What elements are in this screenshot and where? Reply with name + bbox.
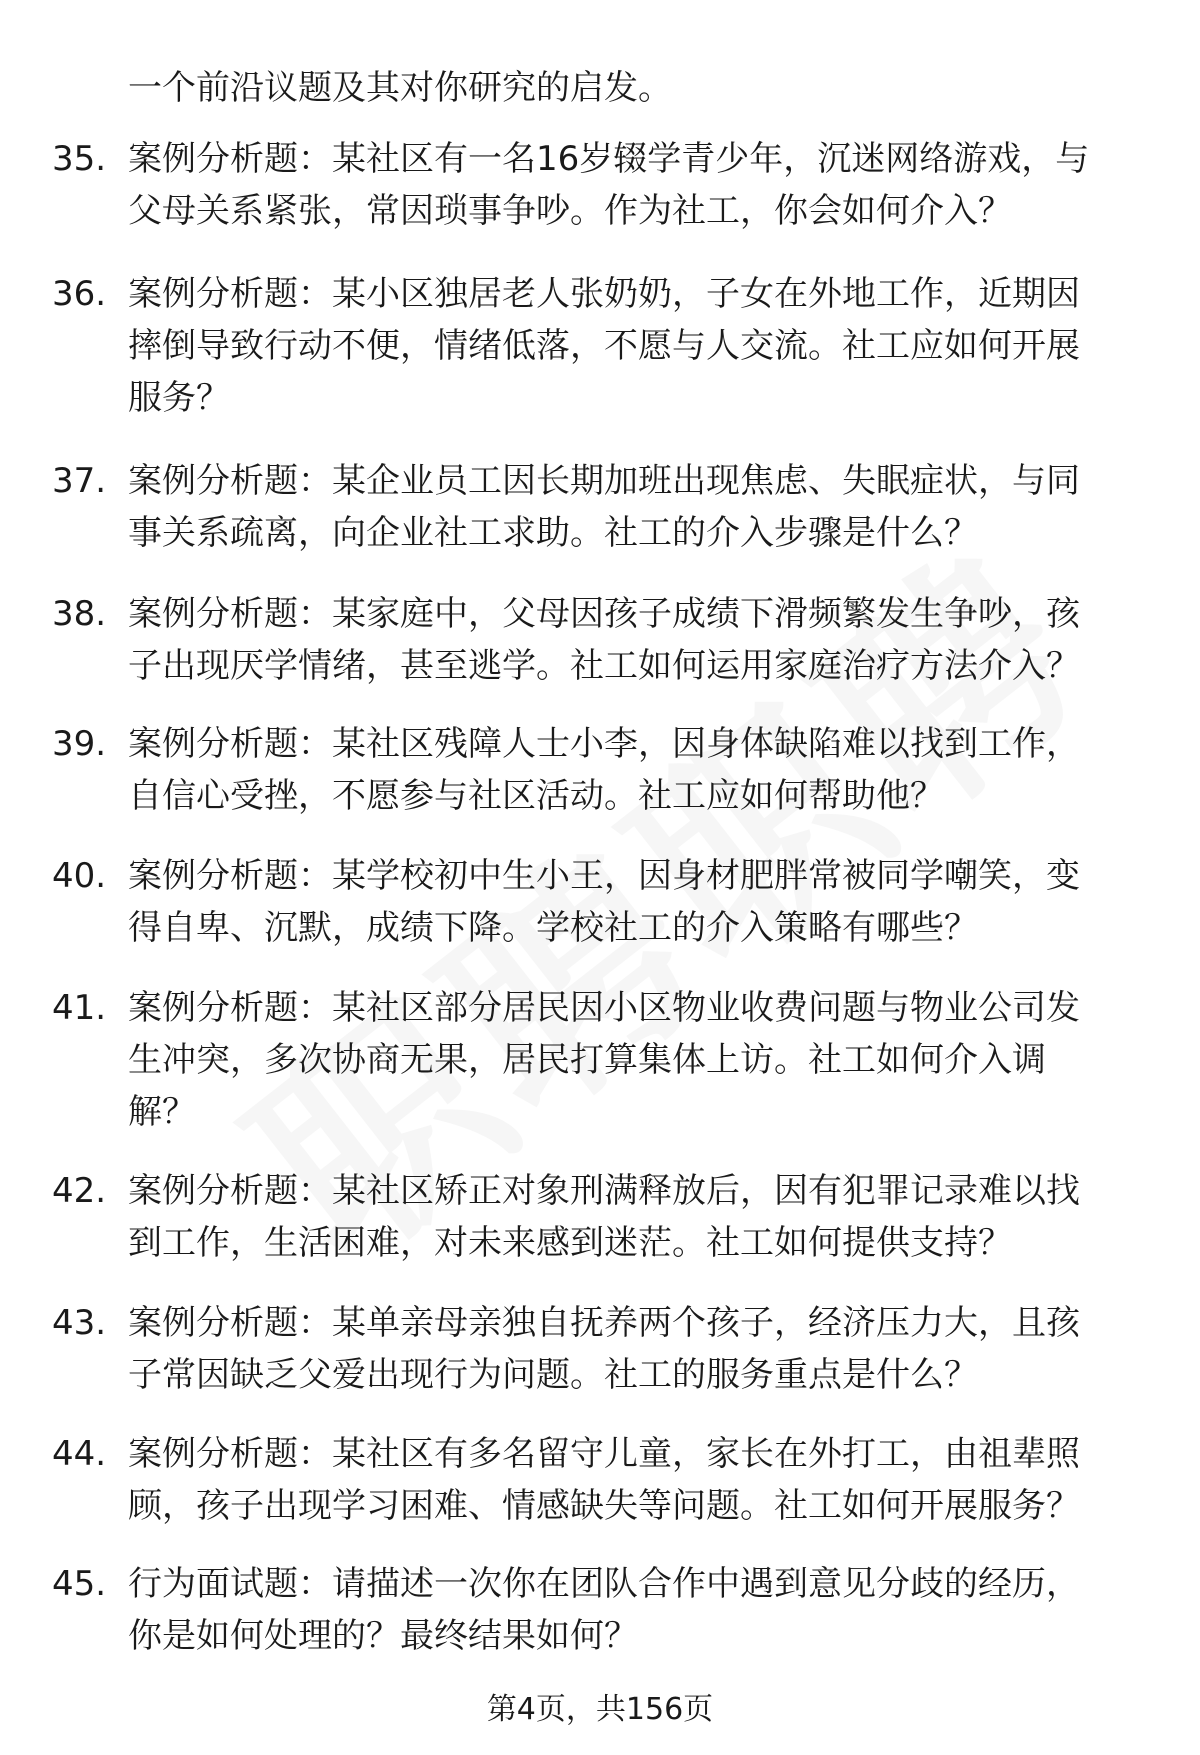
question-text — [128, 588, 1158, 692]
question-line: 案例分析题：某小区独居老人张奶奶，子女在外地工作，近期因 — [128, 274, 1080, 314]
continuation-line: 一个前沿议题及其对你研究的启发。 — [128, 68, 672, 108]
question-line: 案例分析题：某社区残障人士小李，因身体缺陷难以找到工作， — [128, 724, 1080, 764]
question-line: 自信心受挫，不愿参与社区活动。社工应如何帮助他？ — [128, 776, 944, 816]
question-number: 38. — [52, 594, 107, 634]
question-line: 解？ — [128, 1092, 196, 1132]
question-line: 案例分析题：某社区有一名16岁辍学青少年，沉迷网络游戏，与 — [128, 139, 1090, 179]
question-text — [128, 850, 1158, 954]
question-text — [128, 1165, 1158, 1269]
question-line: 案例分析题：某家庭中，父母因孩子成绩下滑频繁发生争吵，孩 — [128, 594, 1080, 634]
question-number: 35. — [52, 139, 107, 179]
question-number: 36. — [52, 274, 107, 314]
question-number: 37. — [52, 461, 107, 501]
question-line: 父母关系紧张，常因琐事争吵。作为社工，你会如何介入？ — [128, 191, 1012, 231]
question-text — [128, 133, 1158, 237]
question-line: 到工作，生活困难，对未来感到迷茫。社工如何提供支持？ — [128, 1223, 1012, 1263]
question-number: 39. — [52, 724, 107, 764]
question-line: 事关系疏离，向企业社工求助。社工的介入步骤是什么？ — [128, 513, 978, 553]
question-text — [128, 268, 1158, 424]
question-text — [128, 982, 1158, 1138]
question-line: 服务？ — [128, 378, 230, 418]
question-line: 你是如何处理的？最终结果如何？ — [128, 1616, 638, 1656]
question-line: 案例分析题：某单亲母亲独自抚养两个孩子，经济压力大，且孩 — [128, 1303, 1080, 1343]
question-text — [128, 1428, 1158, 1532]
question-line: 案例分析题：某社区部分居民因小区物业收费问题与物业公司发 — [128, 988, 1080, 1028]
question-number: 43. — [52, 1303, 107, 1343]
question-line: 案例分析题：某企业员工因长期加班出现焦虑、失眠症状，与同 — [128, 461, 1080, 501]
question-line: 摔倒导致行动不便，情绪低落，不愿与人交流。社工应如何开展 — [128, 326, 1080, 366]
question-line: 顾，孩子出现学习困难、情感缺失等问题。社工如何开展服务？ — [128, 1486, 1080, 1526]
question-line: 案例分析题：某社区有多名留守儿童，家长在外打工，由祖辈照 — [128, 1434, 1080, 1474]
question-text — [128, 1297, 1158, 1401]
question-line: 得自卑、沉默，成绩下降。学校社工的介入策略有哪些？ — [128, 908, 978, 948]
question-line: 子出现厌学情绪，甚至逃学。社工如何运用家庭治疗方法介入？ — [128, 646, 1080, 686]
question-number: 40. — [52, 856, 107, 896]
question-text — [128, 718, 1158, 822]
question-number: 44. — [52, 1434, 107, 1474]
question-text — [128, 1558, 1158, 1662]
page-footer: 第4页，共156页 — [486, 1692, 714, 1727]
question-line: 案例分析题：某学校初中生小王，因身材肥胖常被同学嘲笑，变 — [128, 856, 1080, 896]
question-number: 42. — [52, 1171, 107, 1211]
question-number: 45. — [52, 1564, 107, 1604]
question-line: 案例分析题：某社区矫正对象刑满释放后，因有犯罪记录难以找 — [128, 1171, 1080, 1211]
question-line: 行为面试题：请描述一次你在团队合作中遇到意见分歧的经历， — [128, 1564, 1080, 1604]
question-line: 子常因缺乏父爱出现行为问题。社工的服务重点是什么？ — [128, 1355, 978, 1395]
question-text — [128, 455, 1158, 559]
question-number: 41. — [52, 988, 107, 1028]
question-line: 生冲突，多次协商无果，居民打算集体上访。社工如何介入调 — [128, 1040, 1046, 1080]
